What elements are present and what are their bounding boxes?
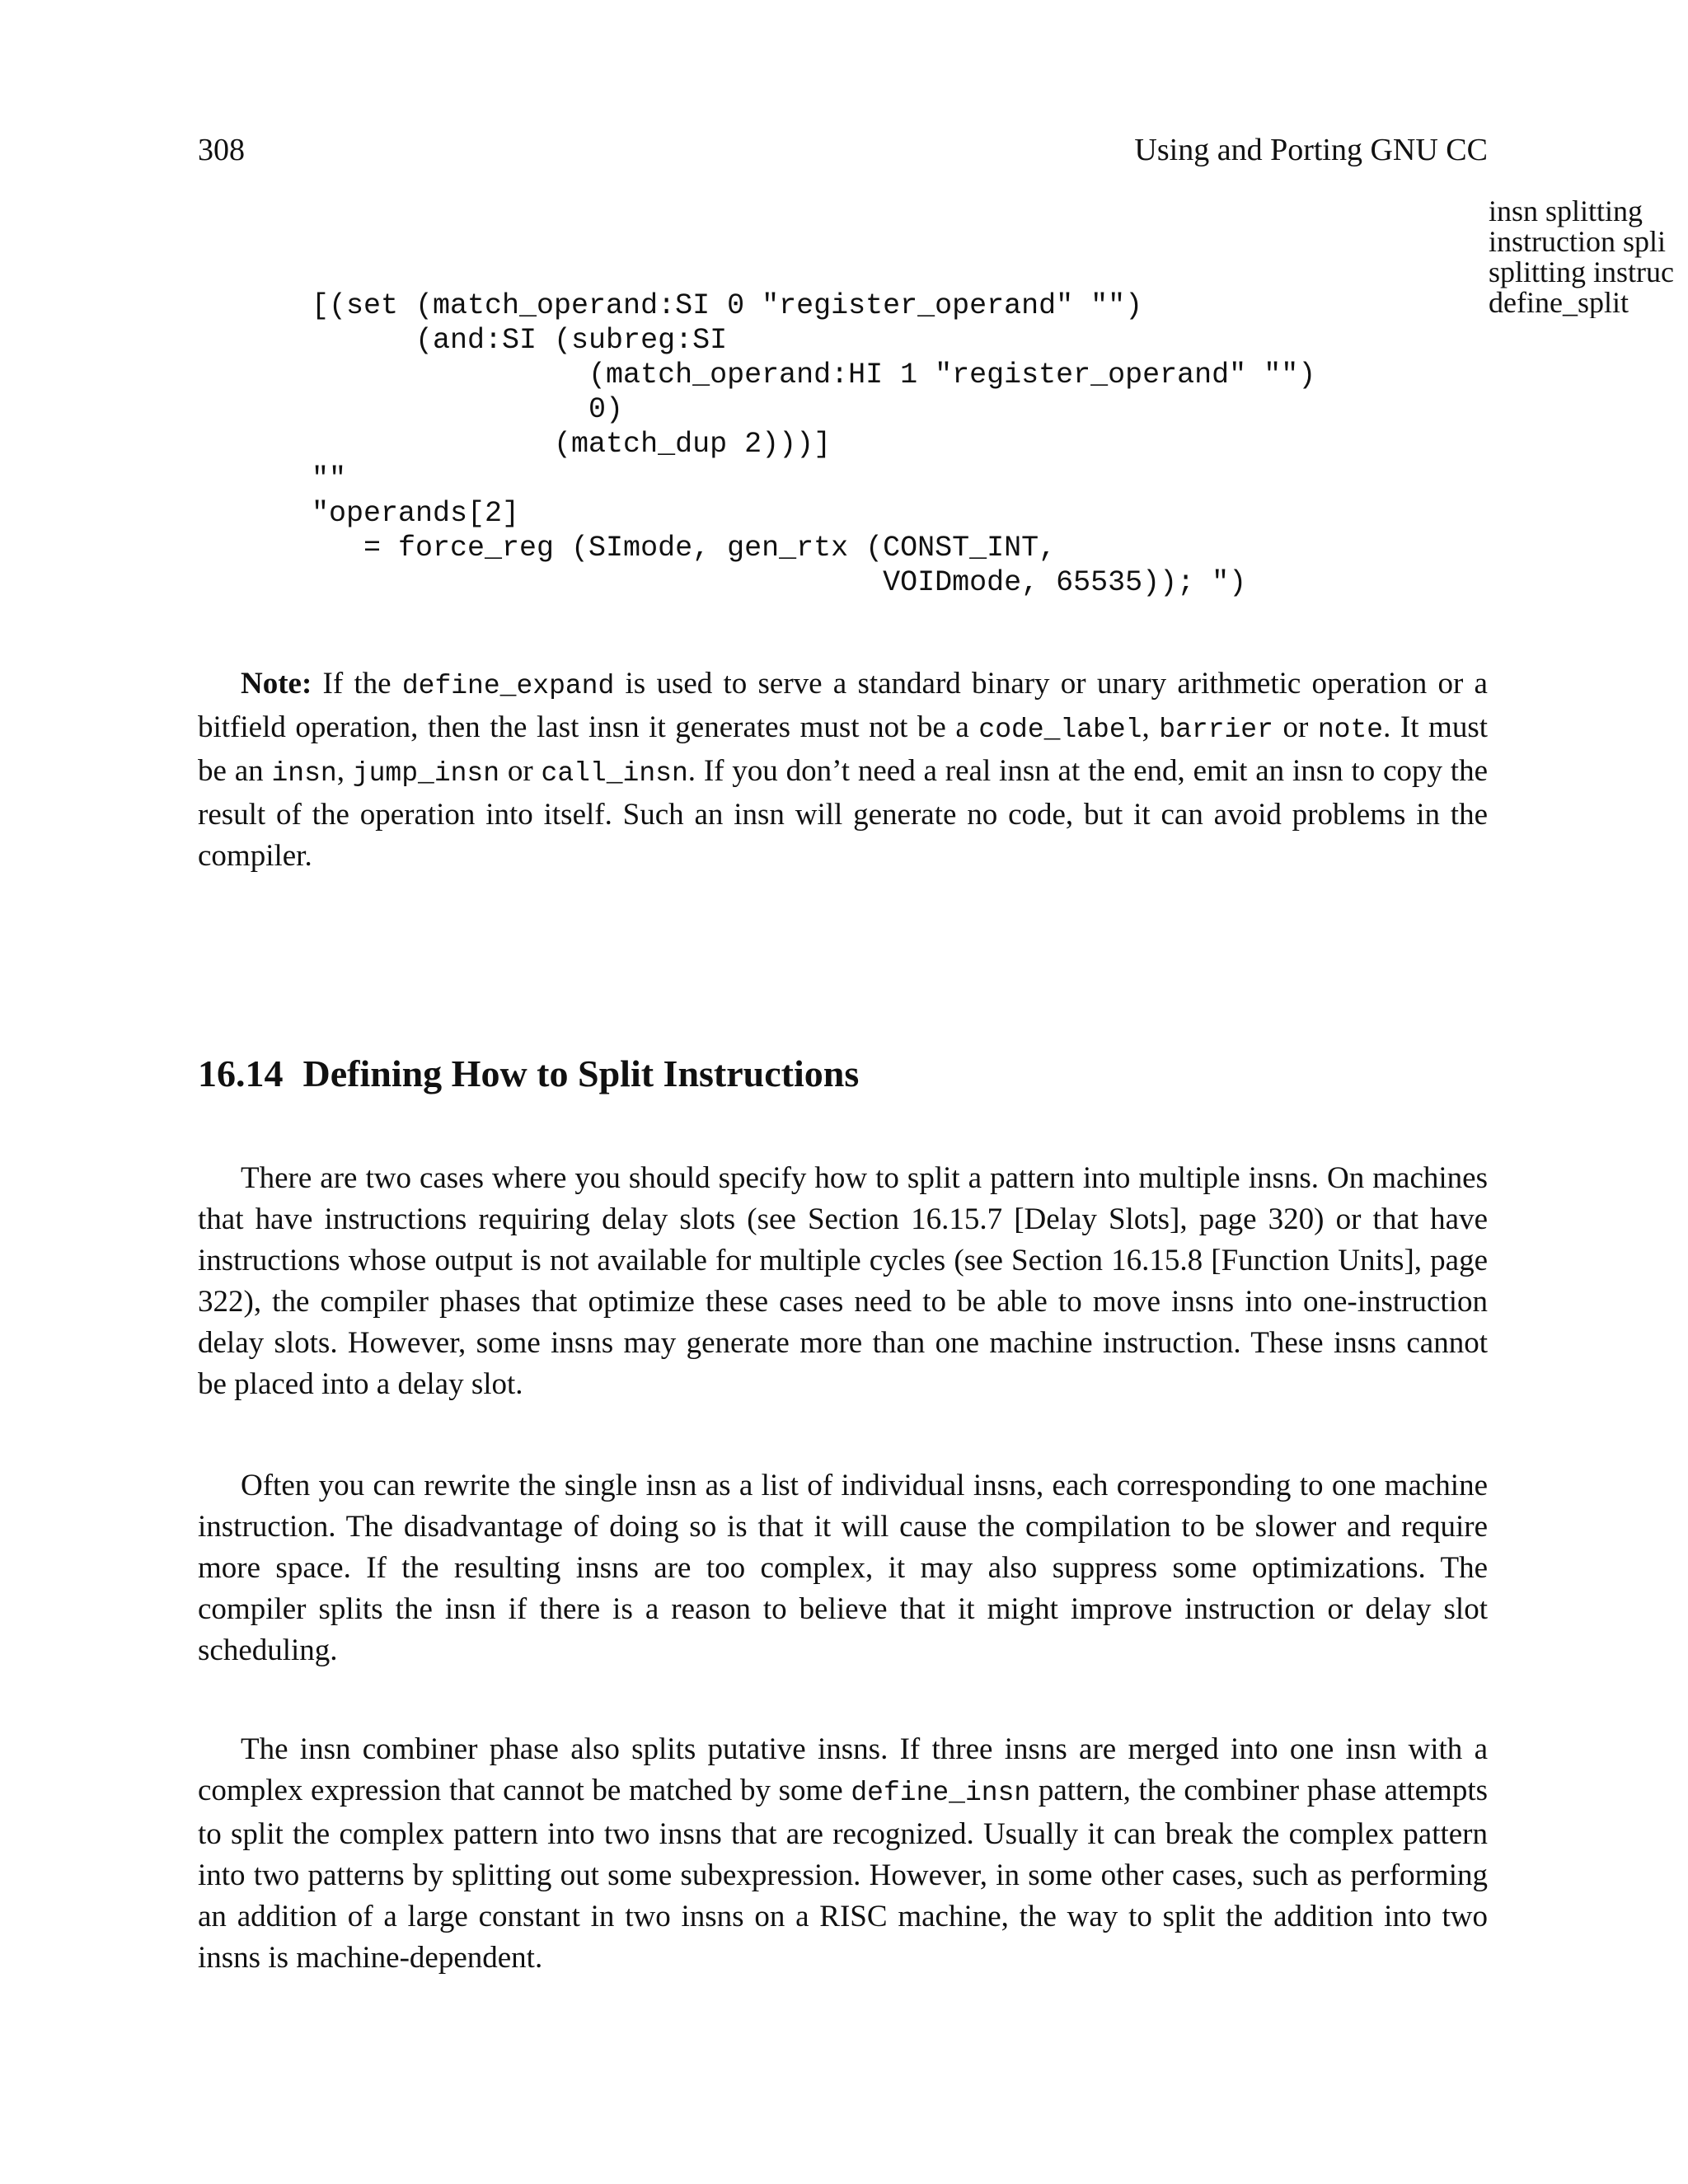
- index-entry: instruction spli: [1489, 225, 1666, 258]
- section-number: 16.14: [198, 1052, 284, 1094]
- code-term: barrier: [1159, 715, 1273, 745]
- code-line: "operands[2]: [312, 497, 520, 530]
- code-term: insn: [271, 758, 337, 789]
- section-heading: [198, 1050, 859, 1098]
- code-line: (match_operand:HI 1 "register_operand" ""): [312, 359, 1316, 391]
- note-label: Note:: [241, 667, 312, 701]
- page-number: 308: [198, 133, 245, 167]
- code-line: (match_dup 2)))]: [312, 428, 832, 461]
- body-paragraph: The insn combiner phase also splits putative insns. If three insns are merged into one insn with a complex expression that cannot be matched by some define_insn pattern, the combiner phase attempts to split the complex pattern into two insns that are recognized. Usually it can break the complex pattern into two patterns by splitting out some subexpression. However, in some other cases, such as performing an addition of a large constant in two insns on a RISC machine, the way to split the addition into two insns is machine-dependent.: [198, 1732, 1488, 1975]
- code-line: [(set (match_operand:SI 0 "register_operand" ""): [312, 289, 1143, 322]
- code-line: (and:SI (subreg:SI: [312, 324, 728, 357]
- code-line: VOIDmode, 65535)); "): [312, 566, 1247, 599]
- index-entry: define_split: [1489, 286, 1629, 318]
- code-term: define_expand: [401, 671, 615, 701]
- code-term: note: [1317, 715, 1384, 745]
- code-term: jump_insn: [352, 758, 500, 789]
- section-title: Defining How to Split Instructions: [302, 1052, 860, 1094]
- code-term: define_insn: [851, 1778, 1031, 1808]
- note-paragraph: Note: If the define_expand is used to serve a standard binary or unary arithmetic operation or a bitfield operation, then the last insn it generates must not be a code_label, barrier or note. It must be an insn, jump_insn or call_insn. If you don’t need a real insn at the end, emit an insn to copy the result of the operation into itself. Such an insn will generate no code, but it can avoid problems in the compiler.: [198, 667, 1489, 873]
- running-title: Using and Porting GNU CC: [1134, 133, 1488, 167]
- code-example: [312, 288, 1465, 600]
- index-entry: insn splitting: [1489, 196, 1643, 227]
- body-paragraph: Often you can rewrite the single insn as a list of individual insns, each corresponding to one machine instruction. The disadvantage of doing so is that it will cause the compilation to be slower and require more space. If the resulting insns are too complex, it may also suppress some optimizations. The compiler splits the insn if there is a reason to believe that it might improve instruction or delay slot scheduling.: [198, 1469, 1488, 1667]
- code-line: "": [312, 462, 347, 495]
- code-line: = force_reg (SImode, gen_rtx (CONST_INT,: [312, 532, 1057, 565]
- body-paragraph: There are two cases where you should specify how to split a pattern into multiple insns. On machines that have instructions requiring delay slots (see Section 16.15.7 [Delay Slots], page 320) or that have instructions whose output is not available for multiple cycles (see Section 16.15.8 [Function Units], page 322), the compiler phases that optimize these cases need to be able to move insns into one-instruction delay slots. However, some insns may generate more than one machine instruction. These insns cannot be placed into a delay slot.: [198, 1161, 1488, 1401]
- margin-index: [1489, 196, 1688, 318]
- code-term: call_insn: [541, 758, 688, 789]
- code-term: code_label: [978, 715, 1142, 745]
- code-line: 0): [312, 393, 624, 426]
- index-entry: splitting instruc: [1489, 255, 1674, 288]
